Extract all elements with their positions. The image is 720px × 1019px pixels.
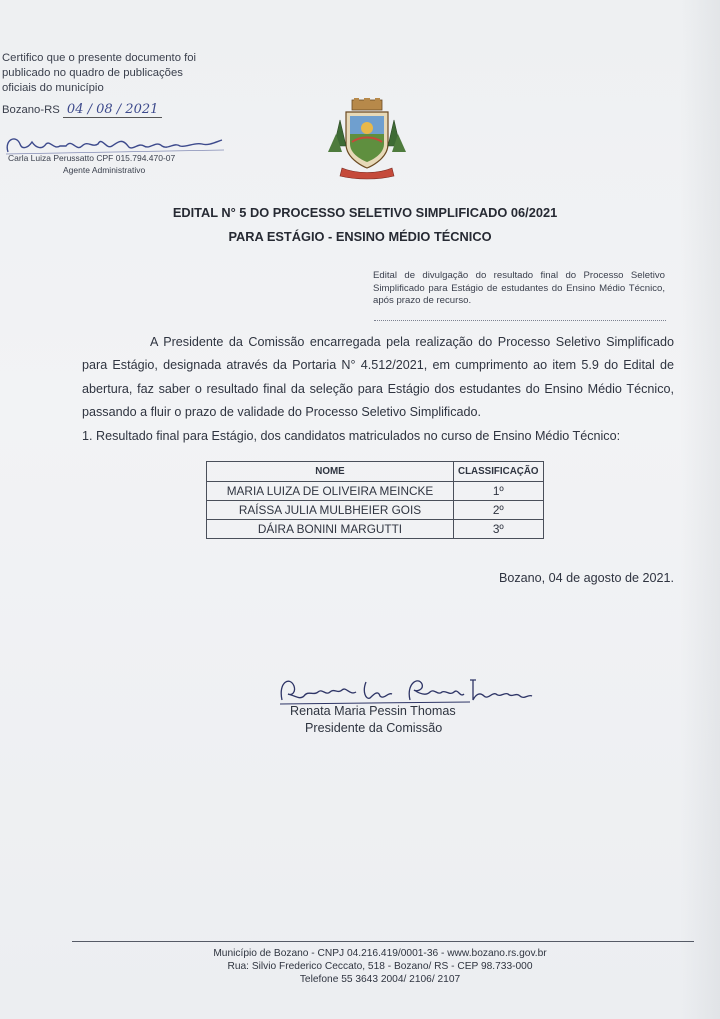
results-table — [206, 461, 544, 539]
table-row — [207, 501, 544, 520]
edital-title-line-2: PARA ESTÁGIO - ENSINO MÉDIO TÉCNICO — [228, 229, 492, 244]
candidate-name: MARIA LUIZA DE OLIVEIRA MEINCKE — [207, 482, 454, 501]
table-header-row — [207, 462, 544, 482]
certificate-handwritten-date: 04 / 08 / 2021 — [63, 102, 162, 118]
certificate-signer-name: Carla Luiza Perussatto CPF 015.794.470-07 — [8, 153, 176, 163]
place-and-date: Bozano, 04 de agosto de 2021. — [498, 571, 674, 585]
president-role: Presidente da Comissão — [305, 721, 443, 735]
certificate-line-1: Certifico que o presente documento foi — [2, 52, 197, 64]
candidate-classification: 1º — [454, 482, 544, 501]
candidate-name: RAÍSSA JULIA MULBHEIER GOIS — [207, 501, 454, 520]
footer-line-2: Rua: Silvio Frederico Ceccato, 518 - Bozano/ RS - CEP 98.733-000 — [227, 961, 533, 972]
certificate-place: Bozano-RS — [2, 104, 60, 116]
column-header-classification: CLASSIFICAÇÃO — [454, 462, 544, 482]
column-header-name: NOME — [207, 462, 454, 482]
footer — [0, 947, 720, 986]
table-row — [207, 520, 544, 539]
footer-divider — [72, 941, 694, 942]
certificate-date-row — [2, 102, 162, 117]
result-item-heading: 1. Resultado final para Estágio, dos candidatos matriculados no curso de Ensino Médio Técnico: — [82, 429, 621, 443]
certificate-signer-role: Agente Administrativo — [63, 165, 146, 175]
page-edge-shadow — [680, 0, 720, 1019]
president-name: Renata Maria Pessin Thomas — [290, 704, 456, 718]
edital-title-line-1: EDITAL N° 5 DO PROCESSO SELETIVO SIMPLIFICADO 06/2021 — [172, 205, 558, 220]
table-row — [207, 482, 544, 501]
summary-divider — [374, 320, 666, 321]
edital-body-text: A Presidente da Comissão encarregada pela realização do Processo Seletivo Simplificado para Estágio, designada através da Portaria N° 4.512/2021, em cumprimento ao item 5.9 do Edital de abertura, faz saber o resultado final da seleção para Estágio dos estudantes do Ensino Médio Técnico, passando a fluir o prazo de validade do Processo Seletivo Simplificado. — [82, 335, 674, 420]
municipal-coat-of-arms-icon — [322, 98, 412, 180]
edital-body-paragraph — [82, 331, 674, 425]
publication-certificate — [2, 51, 196, 96]
certificate-line-3: oficiais do município — [2, 82, 104, 94]
footer-line-1: Município de Bozano - CNPJ 04.216.419/0001-36 - www.bozano.rs.gov.br — [213, 948, 547, 959]
footer-line-3: Telefone 55 3643 2004/ 2106/ 2107 — [299, 974, 461, 985]
candidate-name: DÁIRA BONINI MARGUTTI — [207, 520, 454, 539]
candidate-classification: 2º — [454, 501, 544, 520]
certificate-line-2: publicado no quadro de publicações — [2, 67, 183, 79]
candidate-classification: 3º — [454, 520, 544, 539]
edital-summary: Edital de divulgação do resultado final do Processo Seletivo Simplificado para Estágio de estudantes do Ensino Médio Técnico, após prazo de recurso. — [373, 270, 665, 306]
